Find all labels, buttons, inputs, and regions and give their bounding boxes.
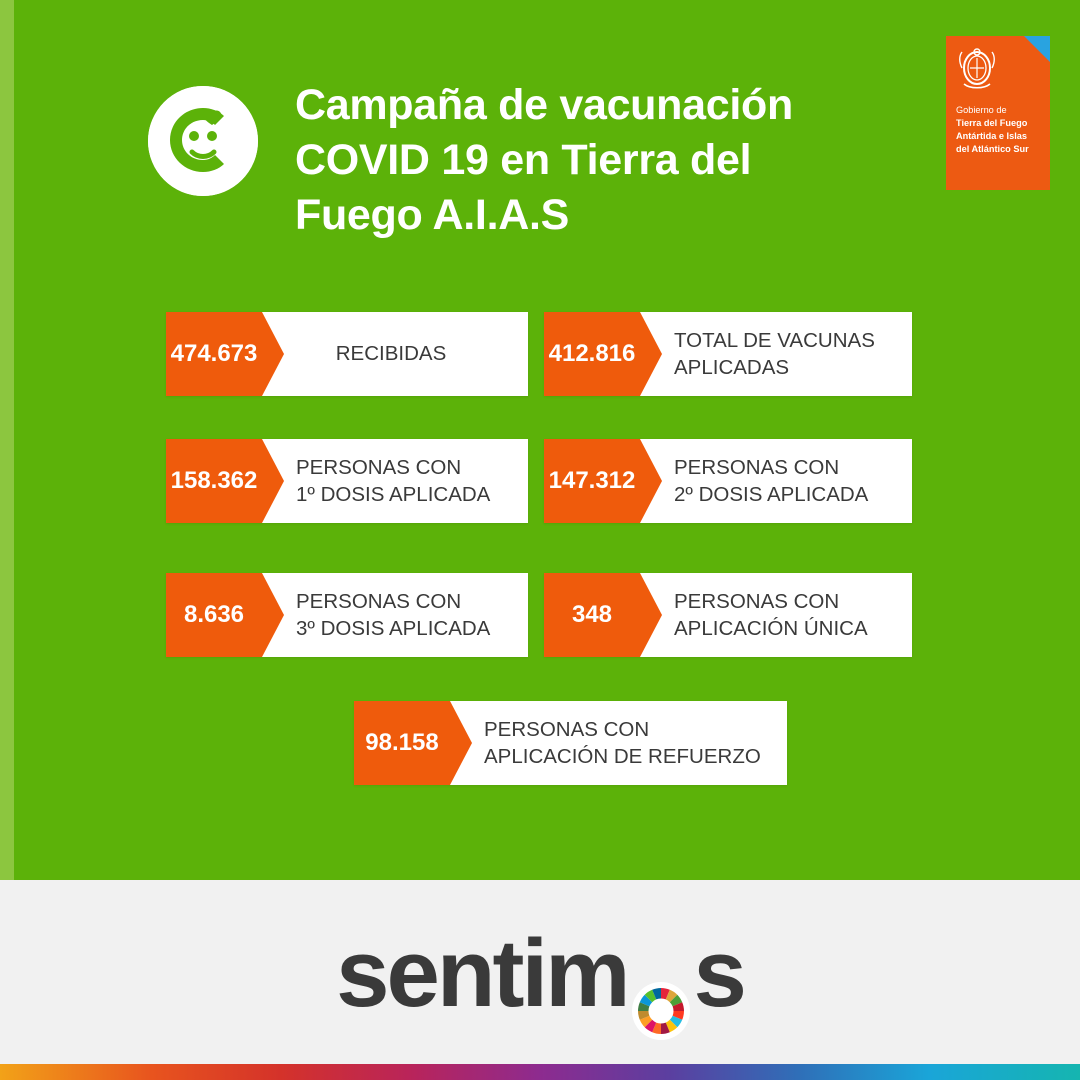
arrow-icon: [640, 312, 662, 396]
stat-card: [544, 312, 912, 396]
stat-value: 474.673: [166, 312, 262, 396]
stat-label: [262, 573, 528, 657]
stat-label-line-2: APLICACIÓN DE REFUERZO: [484, 745, 761, 768]
logo-corner-accent: [1024, 36, 1050, 62]
stat-label: [262, 439, 528, 523]
stat-label-line-2: 1º DOSIS APLICADA: [296, 483, 491, 506]
stat-label-line-1: PERSONAS CON: [674, 455, 840, 479]
stat-label: [640, 312, 912, 396]
arrow-icon: [640, 439, 662, 523]
arrow-icon: [450, 701, 472, 785]
stat-label: [640, 439, 912, 523]
baby-face-icon: [148, 86, 258, 196]
stat-value: 348: [544, 573, 640, 657]
stat-card: [544, 439, 912, 523]
sdg-color-wheel-icon: [630, 955, 692, 1017]
stat-label-line-2: APLICACIÓN ÚNICA: [674, 617, 868, 640]
arrow-icon: [262, 439, 284, 523]
stat-label: [262, 312, 528, 396]
stat-card: [166, 439, 528, 523]
stat-label: [640, 573, 912, 657]
arrow-icon: [262, 312, 284, 396]
stat-label-line-1: RECIBIDAS: [335, 342, 447, 366]
gov-line-4: del Atlántico Sur: [956, 144, 1029, 155]
stat-card: [166, 573, 528, 657]
stat-label-line-1: PERSONAS CON: [296, 455, 462, 479]
stat-label: [450, 701, 787, 785]
stat-label-line-1: PERSONAS CON: [674, 589, 840, 613]
brand-text-part-1: sentim: [336, 920, 628, 1027]
arrow-icon: [640, 573, 662, 657]
stat-value: 147.312: [544, 439, 640, 523]
page-title: Campaña de vacunación COVID 19 en Tierra del Fuego A.I.A.S: [295, 81, 793, 240]
stat-card: [354, 701, 787, 785]
stat-label-line-1: PERSONAS CON: [484, 717, 650, 741]
stat-value: 8.636: [166, 573, 262, 657]
brand-logo: [336, 919, 744, 1029]
stat-value: 412.816: [544, 312, 640, 396]
brand-text-part-2: s: [693, 920, 744, 1027]
arrow-icon: [262, 573, 284, 657]
coat-of-arms-icon: [956, 46, 998, 98]
stat-label-line-2: 3º DOSIS APLICADA: [296, 617, 491, 640]
government-logo-text: [956, 104, 1029, 156]
gov-line-1: Gobierno de: [956, 105, 1007, 115]
header: [148, 78, 855, 243]
gov-line-3: Antártida e Islas: [956, 131, 1027, 142]
stat-card: [544, 573, 912, 657]
gov-line-2: Tierra del Fuego: [956, 118, 1028, 129]
stat-value: 98.158: [354, 701, 450, 785]
stat-value: 158.362: [166, 439, 262, 523]
stat-label-line-2: 2º DOSIS APLICADA: [674, 483, 869, 506]
stat-label-line-1: TOTAL DE VACUNAS: [674, 328, 875, 352]
left-accent-stripe: [0, 0, 14, 880]
stat-label-line-2: APLICADAS: [674, 356, 790, 379]
footer: [0, 880, 1080, 1080]
stat-label-line-1: PERSONAS CON: [296, 589, 462, 613]
stat-card: [166, 312, 528, 396]
government-logo: [946, 36, 1050, 190]
bottom-color-bar: [0, 1064, 1080, 1080]
